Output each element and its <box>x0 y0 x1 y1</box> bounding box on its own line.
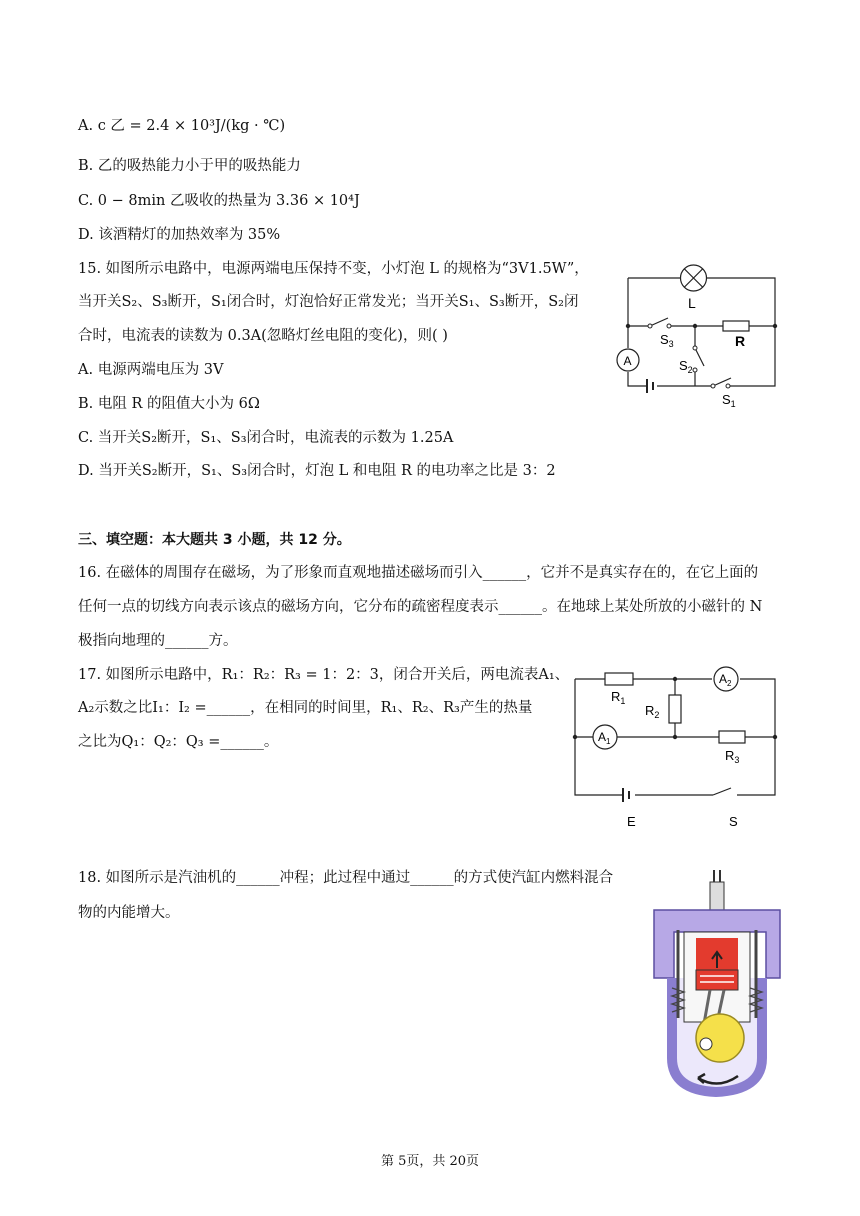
q16-line-3: 极指向地理的______方。 <box>78 633 238 649</box>
s3-label: $S_3$ <box>660 332 674 349</box>
q15-option-c: C. 当开关S₂断开，S₁、S₃闭合时，电流表的示数为 1.25A <box>78 430 454 446</box>
a1-label: $A_1$ <box>598 730 611 746</box>
section-3-title: 三、填空题：本大题共 3 小题，共 12 分。 <box>78 532 351 548</box>
q15-option-b: B. 电阻 R 的阻值大小为 6Ω <box>78 396 260 412</box>
q15-option-a: A. 电源两端电压为 3V <box>78 362 224 378</box>
q16-line-1: 16. 在磁体的周围存在磁场，为了形象而直观地描述磁场而引入______，它并不是真实存在的，在它上面的 <box>78 565 759 581</box>
q14-option-b: B. 乙的吸热能力小于甲的吸热能力 <box>78 158 301 174</box>
q15-stem-line-1: 15. 如图所示电路中，电源两端电压保持不变，小灯泡 L 的规格为“3V1.5W”， <box>78 261 589 277</box>
ammeter-label: A <box>623 354 632 368</box>
q17-line-3: 之比为Q₁：Q₂：Q₃ =______。 <box>78 734 279 750</box>
resistor-label: R <box>735 333 746 349</box>
piston <box>696 970 738 990</box>
s1-label: $S_1$ <box>722 392 736 409</box>
r1-resistor <box>605 673 633 685</box>
battery-symbol <box>647 379 653 393</box>
q17-circuit-diagram <box>565 665 785 835</box>
q17-line-1: 17. 如图所示电路中，R₁：R₂：R₃ = 1：2：3，闭合开关后，两电流表A₁、 <box>78 667 570 683</box>
source-label: E <box>627 814 636 829</box>
switch <box>713 788 731 795</box>
page-footer: 第 5页，共 20页 <box>380 1154 480 1169</box>
lamp-label: L <box>688 295 696 311</box>
q15-stem-line-3: 合时，电流表的读数为 0.3A(忽略灯丝电阻的变化)，则( ) <box>78 328 448 344</box>
switch-label: S <box>729 814 738 829</box>
s2-label: $S_2$ <box>679 358 693 375</box>
switch-s2 <box>695 348 704 366</box>
resistor-symbol <box>723 321 749 331</box>
q15-option-d: D. 当开关S₂断开，S₁、S₃闭合时，灯泡 L 和电阻 R 的电功率之比是 3：2 <box>78 463 556 479</box>
r3-label: $R_3$ <box>725 748 740 765</box>
r2-resistor <box>669 695 681 723</box>
crankshaft <box>696 1014 744 1062</box>
q17-line-2: A₂示数之比I₁：I₂ =______，在相同的时间里，R₁、R₂、R₃产生的热量 <box>78 700 533 716</box>
q14-option-a: A. c 乙 = 2.4 × 10³J/(kg · ℃) <box>78 118 286 134</box>
q18-line-2: 物的内能增大。 <box>78 905 180 921</box>
r3-resistor <box>719 731 745 743</box>
r1-label: $R_1$ <box>611 689 626 706</box>
q16-line-2: 任何一点的切线方向表示该点的磁场方向，它分布的疏密程度表示______。在地球上某处所放的小磁针的 N <box>78 599 763 615</box>
a2-label: $A_2$ <box>719 672 732 688</box>
q14-option-d: D. 该酒精灯的加热效率为 35% <box>78 227 281 243</box>
battery-symbol <box>623 788 629 802</box>
q14-option-c: C. 0 − 8min 乙吸收的热量为 3.36 × 10⁴J <box>78 193 360 209</box>
q18-line-1: 18. 如图所示是汽油机的______冲程；此过程中通过______的方式使汽缸内燃料混合 <box>78 870 614 886</box>
switch-s3 <box>650 318 668 326</box>
q18-engine-diagram <box>648 868 788 1098</box>
q15-stem-line-2: 当开关S₂、S₃断开，S₁闭合时，灯泡恰好正常发光；当开关S₁、S₃断开，S₂闭 <box>78 294 579 310</box>
r2-label: $R_2$ <box>645 703 660 720</box>
q15-circuit-diagram <box>610 260 790 410</box>
